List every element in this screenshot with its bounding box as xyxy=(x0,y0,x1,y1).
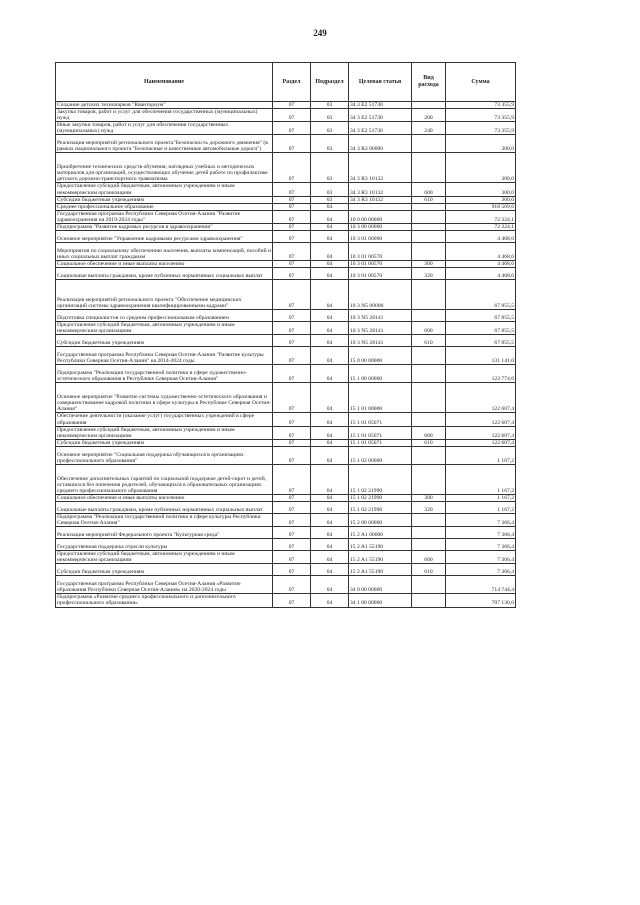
row-subsection: 04 xyxy=(311,310,349,322)
table-row xyxy=(56,464,516,494)
row-subsection: 03 xyxy=(311,135,349,153)
row-sum: 4 468,6 xyxy=(446,231,516,243)
row-subsection: 04 xyxy=(311,501,349,513)
row-sum: 72 324,1 xyxy=(446,224,516,231)
row-name: Государственная программа Республики Северная Осетия-Алания «Развитие образования Республики Северная Осетия-Алания» на 2020-2024 годы xyxy=(56,576,273,594)
table-row xyxy=(56,383,516,413)
table-row xyxy=(56,426,516,439)
row-subsection: 04 xyxy=(311,439,349,446)
row-sum: 72 324,1 xyxy=(446,210,516,223)
table-row xyxy=(56,280,516,310)
header-name: Наименование xyxy=(56,63,273,102)
row-name: Приобретение технических средств обучения, наглядных учебных и методических материалов для организаций, осуществляющих обучение детей работе по профилактике детского дорожно-транспортного травматизма xyxy=(56,153,273,183)
row-subsection: 04 xyxy=(311,203,349,210)
row-type xyxy=(412,135,446,153)
row-subsection: 04 xyxy=(311,527,349,539)
row-name: Государственная программа Республики Северная Осетия-Алания "Развитие культуры Республики Северная Осетия-Алания" на 2014-2024 годы xyxy=(56,347,273,365)
row-sum: 7 366,4 xyxy=(446,539,516,551)
row-target: 15 1 01 00000 xyxy=(349,383,412,413)
row-subsection: 04 xyxy=(311,322,349,335)
row-sum: 67 855,5 xyxy=(446,322,516,335)
row-type xyxy=(412,464,446,494)
table-row xyxy=(56,564,516,576)
row-target: 15 1 02 21990 xyxy=(349,501,412,513)
row-name: Основное мероприятие "Управление кадровыми ресурсами здравоохранения" xyxy=(56,231,273,243)
row-type: 320 xyxy=(412,268,446,280)
row-section: 07 xyxy=(273,203,311,210)
row-target: 10 3 N5 28141 xyxy=(349,310,412,322)
row-name: Создание детских технопарков "Кванториум" xyxy=(56,102,273,109)
row-sum: 918 569,6 xyxy=(446,203,516,210)
row-name: Предоставление субсидий бюджетным, автономным учреждениям и иным некоммерческим организациям xyxy=(56,322,273,335)
row-target: 15 2 A1 55190 xyxy=(349,551,412,564)
row-name: Предоставление субсидий бюджетным, автономным учреждениям и иным некоммерческим организациям xyxy=(56,426,273,439)
row-section: 07 xyxy=(273,501,311,513)
row-target: 15 1 01 05071 xyxy=(349,413,412,426)
row-sum: 67 855,5 xyxy=(446,335,516,347)
row-name: Субсидии бюджетным учреждениям xyxy=(56,564,273,576)
table-body xyxy=(56,102,516,608)
row-type: 320 xyxy=(412,501,446,513)
row-subsection: 04 xyxy=(311,413,349,426)
row-type: 600 xyxy=(412,551,446,564)
header-subsection: Подраздел xyxy=(311,63,349,102)
row-sum: 1 167,2 xyxy=(446,446,516,464)
row-sum: 7 366,4 xyxy=(446,527,516,539)
row-target: 15 2 A1 55190 xyxy=(349,564,412,576)
row-subsection: 03 xyxy=(311,102,349,109)
row-name: Субсидии бюджетным учреждениям xyxy=(56,335,273,347)
row-sum: 714 744,4 xyxy=(446,576,516,594)
row-section: 07 xyxy=(273,439,311,446)
row-name: Подпрограмма "Реализация государственной политики в сфере культуры Республики Северная Осетия-Алания" xyxy=(56,513,273,526)
row-section: 07 xyxy=(273,122,311,135)
row-sum: 4 468,6 xyxy=(446,243,516,261)
row-target: 10 0 00 00000 xyxy=(349,210,412,223)
row-sum: 1 167,2 xyxy=(446,501,516,513)
row-section: 07 xyxy=(273,322,311,335)
row-name: Социальное обеспечение и иные выплаты населению xyxy=(56,494,273,501)
row-subsection: 04 xyxy=(311,261,349,268)
table-row xyxy=(56,527,516,539)
row-sum: 73 355,9 xyxy=(446,102,516,109)
row-section: 07 xyxy=(273,426,311,439)
row-subsection: 04 xyxy=(311,576,349,594)
table-row xyxy=(56,261,516,268)
row-target: 10 3 01 00000 xyxy=(349,231,412,243)
row-type xyxy=(412,446,446,464)
row-subsection: 04 xyxy=(311,243,349,261)
table-row xyxy=(56,365,516,383)
row-section: 07 xyxy=(273,539,311,551)
row-type: 600 xyxy=(412,322,446,335)
table-row xyxy=(56,203,516,210)
row-sum: 300,0 xyxy=(446,153,516,183)
row-section: 07 xyxy=(273,335,311,347)
row-section: 07 xyxy=(273,413,311,426)
row-type xyxy=(412,310,446,322)
row-sum: 73 355,9 xyxy=(446,122,516,135)
table-row xyxy=(56,322,516,335)
row-subsection: 03 xyxy=(311,122,349,135)
table-row xyxy=(56,196,516,203)
row-name: Подготовка специалистов со средним профессиональным образованием xyxy=(56,310,273,322)
row-subsection: 04 xyxy=(311,383,349,413)
row-name: Основное мероприятие "Развитие системы художественно-эстетического образования и совершенствование кадровой политики в сфере культуры в Республике Северная Осетия-Алания" xyxy=(56,383,273,413)
row-sum: 300,0 xyxy=(446,183,516,196)
row-subsection: 04 xyxy=(311,231,349,243)
row-section: 07 xyxy=(273,310,311,322)
row-type: 600 xyxy=(412,426,446,439)
row-section: 07 xyxy=(273,268,311,280)
row-type xyxy=(412,539,446,551)
row-name: Реализация мероприятий регионального проекта "Обеспечение медицинских организаций системы здравоохранения квалифицированными кадрами" xyxy=(56,280,273,310)
row-target: 10 3 00 00000 xyxy=(349,224,412,231)
row-sum: 4 468,6 xyxy=(446,268,516,280)
row-section: 07 xyxy=(273,243,311,261)
row-subsection: 04 xyxy=(311,365,349,383)
row-section: 07 xyxy=(273,383,311,413)
row-section: 07 xyxy=(273,551,311,564)
table-row xyxy=(56,122,516,135)
row-type xyxy=(412,102,446,109)
row-sum: 122 607,4 xyxy=(446,426,516,439)
row-name: Обеспечение деятельности (оказание услуг) государственных учреждений в сфере образования xyxy=(56,413,273,426)
row-target: 34 3 R3 00000 xyxy=(349,135,412,153)
row-type: 610 xyxy=(412,439,446,446)
row-subsection: 04 xyxy=(311,513,349,526)
row-target: 34 3 E2 51730 xyxy=(349,122,412,135)
row-type: 600 xyxy=(412,183,446,196)
row-name: Государственная программа Республики Северная Осетия-Алания "Развитие здравоохранения на 2019-2024 годы" xyxy=(56,210,273,223)
row-sum: 123 774,6 xyxy=(446,365,516,383)
row-type: 610 xyxy=(412,564,446,576)
row-sum: 73 355,9 xyxy=(446,109,516,122)
row-subsection: 03 xyxy=(311,153,349,183)
row-target: 34 3 E2 51730 xyxy=(349,102,412,109)
row-section: 07 xyxy=(273,109,311,122)
table-row xyxy=(56,231,516,243)
row-sum: 300,0 xyxy=(446,196,516,203)
row-sum: 67 855,5 xyxy=(446,310,516,322)
row-name: Субсидии бюджетным учреждениям xyxy=(56,439,273,446)
table-row xyxy=(56,576,516,594)
row-subsection: 04 xyxy=(311,210,349,223)
table-row xyxy=(56,594,516,607)
row-subsection: 03 xyxy=(311,196,349,203)
row-target: 34 1 00 00000 xyxy=(349,594,412,607)
row-type: 610 xyxy=(412,335,446,347)
row-type: 200 xyxy=(412,109,446,122)
row-sum: 131 141,0 xyxy=(446,347,516,365)
row-section: 07 xyxy=(273,261,311,268)
row-name: Иные закупки товаров, работ и услуг для обеспечения государственных (муниципальных) нужд xyxy=(56,122,273,135)
row-target: 15 1 01 05071 xyxy=(349,426,412,439)
table-row xyxy=(56,102,516,109)
row-target xyxy=(349,203,412,210)
row-type xyxy=(412,243,446,261)
row-name: Подпрограмма "Развитие кадровых ресурсов в здравоохранении" xyxy=(56,224,273,231)
table-row xyxy=(56,268,516,280)
table-row xyxy=(56,243,516,261)
row-target: 15 1 00 00000 xyxy=(349,365,412,383)
table-row xyxy=(56,347,516,365)
row-target: 15 2 00 00000 xyxy=(349,513,412,526)
row-section: 07 xyxy=(273,102,311,109)
row-subsection: 04 xyxy=(311,224,349,231)
budget-table xyxy=(55,62,516,608)
row-subsection: 03 xyxy=(311,109,349,122)
row-section: 07 xyxy=(273,564,311,576)
row-sum: 7 366,4 xyxy=(446,513,516,526)
row-subsection: 04 xyxy=(311,280,349,310)
table-row xyxy=(56,153,516,183)
row-sum: 122 607,4 xyxy=(446,439,516,446)
row-name: Социальные выплаты гражданам, кроме публичных нормативных социальных выплат xyxy=(56,501,273,513)
row-sum: 4 468,6 xyxy=(446,261,516,268)
row-name: Мероприятия по социальному обеспечению населения, выплаты компенсаций, пособий и иных социальных выплат гражданам xyxy=(56,243,273,261)
row-section: 07 xyxy=(273,224,311,231)
row-subsection: 04 xyxy=(311,335,349,347)
row-section: 07 xyxy=(273,446,311,464)
row-type xyxy=(412,347,446,365)
table-header xyxy=(56,63,516,102)
table-row xyxy=(56,210,516,223)
row-subsection: 04 xyxy=(311,594,349,607)
row-name: Подпрограмма «Развитие среднего профессионального и дополнительного профессионального образования» xyxy=(56,594,273,607)
row-target: 10 3 01 00570 xyxy=(349,243,412,261)
row-section: 07 xyxy=(273,594,311,607)
row-target: 15 0 00 00000 xyxy=(349,347,412,365)
row-section: 07 xyxy=(273,513,311,526)
header-type: Вид расхода xyxy=(412,63,446,102)
row-name: Социальное обеспечение и иные выплаты населению xyxy=(56,261,273,268)
table-row xyxy=(56,135,516,153)
header-target: Целевая статья xyxy=(349,63,412,102)
header-section: Раздел xyxy=(273,63,311,102)
row-name: Предоставление субсидий бюджетным, автономным учреждениям и иным некоммерческим организациям xyxy=(56,551,273,564)
row-target: 10 3 N5 00000 xyxy=(349,280,412,310)
row-sum: 7 366,4 xyxy=(446,551,516,564)
row-section: 07 xyxy=(273,365,311,383)
row-sum: 707 130,6 xyxy=(446,594,516,607)
row-section: 07 xyxy=(273,347,311,365)
row-target: 15 1 02 00000 xyxy=(349,446,412,464)
row-subsection: 04 xyxy=(311,551,349,564)
row-type: 300 xyxy=(412,494,446,501)
row-type xyxy=(412,231,446,243)
row-section: 07 xyxy=(273,183,311,196)
row-sum: 67 855,5 xyxy=(446,280,516,310)
row-type xyxy=(412,383,446,413)
row-type xyxy=(412,210,446,223)
row-section: 07 xyxy=(273,280,311,310)
row-target: 34 3 R3 10132 xyxy=(349,183,412,196)
row-subsection: 04 xyxy=(311,464,349,494)
table-row xyxy=(56,446,516,464)
row-type: 300 xyxy=(412,261,446,268)
row-sum: 122 607,4 xyxy=(446,413,516,426)
row-type xyxy=(412,280,446,310)
row-section: 07 xyxy=(273,153,311,183)
row-subsection: 03 xyxy=(311,183,349,196)
row-type xyxy=(412,576,446,594)
table-row xyxy=(56,310,516,322)
row-target: 15 1 01 05071 xyxy=(349,439,412,446)
row-section: 07 xyxy=(273,576,311,594)
row-subsection: 04 xyxy=(311,494,349,501)
row-section: 07 xyxy=(273,464,311,494)
row-type: 610 xyxy=(412,196,446,203)
row-name: Субсидии бюджетным учреждениям xyxy=(56,196,273,203)
table-row xyxy=(56,439,516,446)
table-row xyxy=(56,539,516,551)
table-row xyxy=(56,413,516,426)
row-type xyxy=(412,153,446,183)
row-target: 15 1 02 21990 xyxy=(349,464,412,494)
row-subsection: 04 xyxy=(311,268,349,280)
row-section: 07 xyxy=(273,196,311,203)
row-target: 10 3 N5 28141 xyxy=(349,322,412,335)
row-target: 34 3 E2 51730 xyxy=(349,109,412,122)
row-target: 34 3 R3 10132 xyxy=(349,153,412,183)
row-target: 34 0 00 00000 xyxy=(349,576,412,594)
page-number: 249 xyxy=(313,28,327,38)
row-sum: 1 167,2 xyxy=(446,494,516,501)
row-target: 34 3 R3 10132 xyxy=(349,196,412,203)
row-subsection: 04 xyxy=(311,347,349,365)
row-name: Социальные выплаты гражданам, кроме публичных нормативных социальных выплат xyxy=(56,268,273,280)
row-section: 07 xyxy=(273,210,311,223)
row-name: Среднее профессиональное образование xyxy=(56,203,273,210)
row-target: 10 3 N5 28141 xyxy=(349,335,412,347)
row-name: Предоставление субсидий бюджетным, автономным учреждениям и иным некоммерческим организациям xyxy=(56,183,273,196)
row-type xyxy=(412,365,446,383)
table-row xyxy=(56,551,516,564)
row-subsection: 04 xyxy=(311,446,349,464)
table-row xyxy=(56,109,516,122)
row-name: Реализация мероприятий Федерального проекта "Культурная среда" xyxy=(56,527,273,539)
row-target: 15 2 A1 00000 xyxy=(349,527,412,539)
row-subsection: 04 xyxy=(311,426,349,439)
row-type xyxy=(412,413,446,426)
row-target: 15 2 A1 55190 xyxy=(349,539,412,551)
row-type xyxy=(412,527,446,539)
row-target: 10 3 01 00570 xyxy=(349,261,412,268)
row-sum: 122 607,4 xyxy=(446,383,516,413)
row-target: 10 3 01 00570 xyxy=(349,268,412,280)
row-type: 240 xyxy=(412,122,446,135)
table-row xyxy=(56,224,516,231)
table-row xyxy=(56,501,516,513)
row-type xyxy=(412,203,446,210)
row-name: Подпрограмма "Реализация государственной политики в сфере художественно-эстетического образования в Республике Северная Осетия-Алания" xyxy=(56,365,273,383)
row-subsection: 04 xyxy=(311,564,349,576)
row-type xyxy=(412,224,446,231)
row-sum: 7 366,4 xyxy=(446,564,516,576)
table-row xyxy=(56,335,516,347)
row-name: Основное мероприятие "Социальная поддержка обучающихся в организациях профессионального образования" xyxy=(56,446,273,464)
row-type xyxy=(412,513,446,526)
row-sum: 1 167,2 xyxy=(446,464,516,494)
row-subsection: 04 xyxy=(311,539,349,551)
table-row xyxy=(56,494,516,501)
row-name: Обеспечение дополнительных гарантий по социальной поддержке детей-сирот и детей, оставшихся без попечения родителей, обучающихся в образовательных организациях среднего профессионального образования xyxy=(56,464,273,494)
table-row xyxy=(56,183,516,196)
row-section: 07 xyxy=(273,231,311,243)
row-section: 07 xyxy=(273,135,311,153)
row-section: 07 xyxy=(273,494,311,501)
header-sum: Сумма xyxy=(446,63,516,102)
row-name: Реализация мероприятий регионального проекта"Безопасность дорожного движения" (в рамках национального проекта "Безопасные и качественные автомобильные дороги") xyxy=(56,135,273,153)
row-name: Государственная поддержка отрасли культуры xyxy=(56,539,273,551)
row-target: 15 1 02 21990 xyxy=(349,494,412,501)
table-row xyxy=(56,513,516,526)
row-name: Закупка товаров, работ и услуг для обеспечения государственных (муниципальных) нужд xyxy=(56,109,273,122)
row-type xyxy=(412,594,446,607)
row-sum: 300,0 xyxy=(446,135,516,153)
row-section: 07 xyxy=(273,527,311,539)
